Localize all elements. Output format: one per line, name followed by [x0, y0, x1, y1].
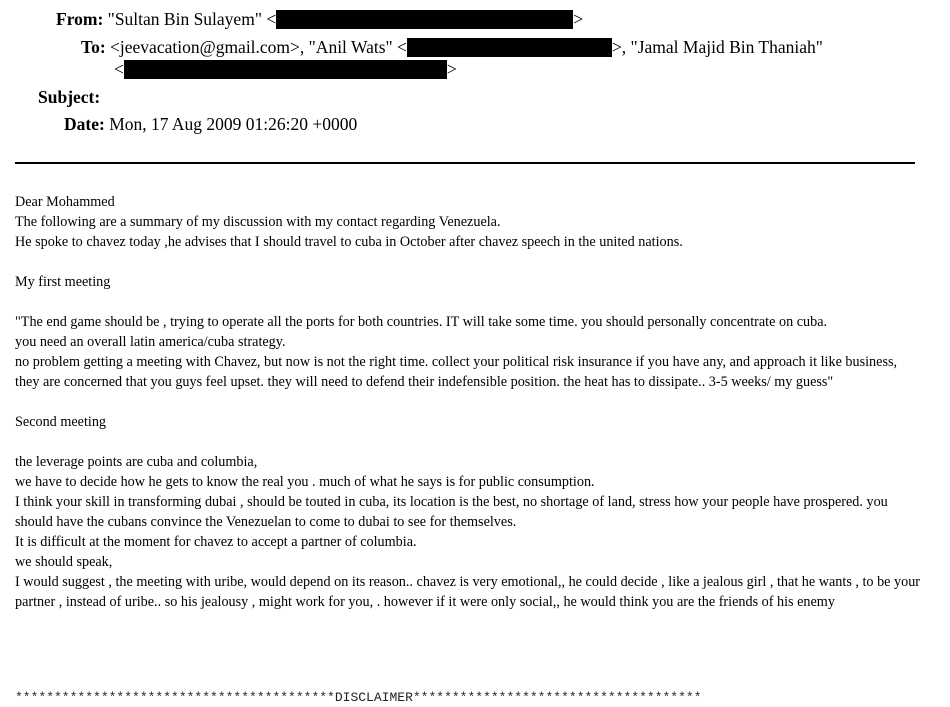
redaction-bar: [276, 10, 573, 29]
to-value-2: >, "Jamal Majid Bin Thaniah": [611, 37, 823, 57]
to-label: To:: [81, 37, 106, 57]
section-heading: Second meeting: [15, 414, 107, 430]
subject-line: [38, 87, 100, 107]
body-paragraph: no problem getting a meeting with Chavez, but now is not the right time. collect your political risk insurance if you have any, and approach it like business, they are concerned that you guys feel upset. they will need to defend their indefensible position. the heat has to dissipate.. 3-5 weeks/ my guess": [15, 354, 898, 390]
redaction-bar: [124, 60, 447, 79]
to-line: [81, 37, 823, 57]
redaction-bar: [407, 38, 612, 57]
body-line: The following are a summary of my discussion with my contact regarding Venezuela.: [15, 214, 501, 230]
body-paragraph: we should speak,: [15, 554, 113, 570]
to-line2-open: <: [114, 59, 124, 79]
body-paragraph: "The end game should be , trying to operate all the ports for both countries. IT will take some time. you should personally concentrate on cuba.: [15, 314, 828, 330]
header-divider: [15, 162, 915, 164]
from-line: [56, 9, 583, 29]
body-paragraph: the leverage points are cuba and columbia,: [15, 454, 258, 470]
date-value: Mon, 17 Aug 2009 01:26:20 +0000: [109, 114, 358, 134]
date-label: Date:: [64, 114, 105, 134]
body-paragraph: I would suggest , the meeting with uribe, would depend on its reason.. chavez is very emotional,, he could decide , like a jealous girl , that he wants , to be your partner , instead of uribe.. so his jealousy , might work for you, . however if it were only social,, he would think you are the friends of his enemy: [15, 574, 921, 610]
date-line: [64, 114, 357, 134]
to-line-continuation: [114, 59, 457, 79]
body-paragraph: I think your skill in transforming dubai , should be touted in cuba, its location is the best, no shortage of land, stress how your people have prospered. you should have the cubans convince the Venezuelan to come to dubai to see for themselves.: [15, 494, 888, 530]
email-body: [15, 192, 920, 612]
subject-label: Subject:: [38, 87, 101, 107]
from-value: "Sultan Bin Sulayem" <: [107, 9, 277, 29]
section-heading: My first meeting: [15, 274, 111, 290]
from-close: >: [573, 9, 584, 29]
disclaimer-banner: *****************************************DISCLAIMER*************************************: [15, 690, 702, 705]
body-paragraph: It is difficult at the moment for chavez to accept a partner of columbia.: [15, 534, 417, 550]
body-paragraph: you need an overall latin america/cuba strategy.: [15, 334, 286, 350]
to-line2-close: >: [446, 59, 457, 79]
greeting: Dear Mohammed: [15, 194, 115, 210]
from-label: From:: [56, 9, 104, 29]
body-paragraph: we have to decide how he gets to know the real you . much of what he says is for public consumption.: [15, 474, 595, 490]
body-line: He spoke to chavez today ,he advises that I should travel to cuba in October after chavez speech in the united nations.: [15, 234, 683, 250]
to-value-1: <jeevacation@gmail.com>, "Anil Wats" <: [110, 37, 407, 57]
